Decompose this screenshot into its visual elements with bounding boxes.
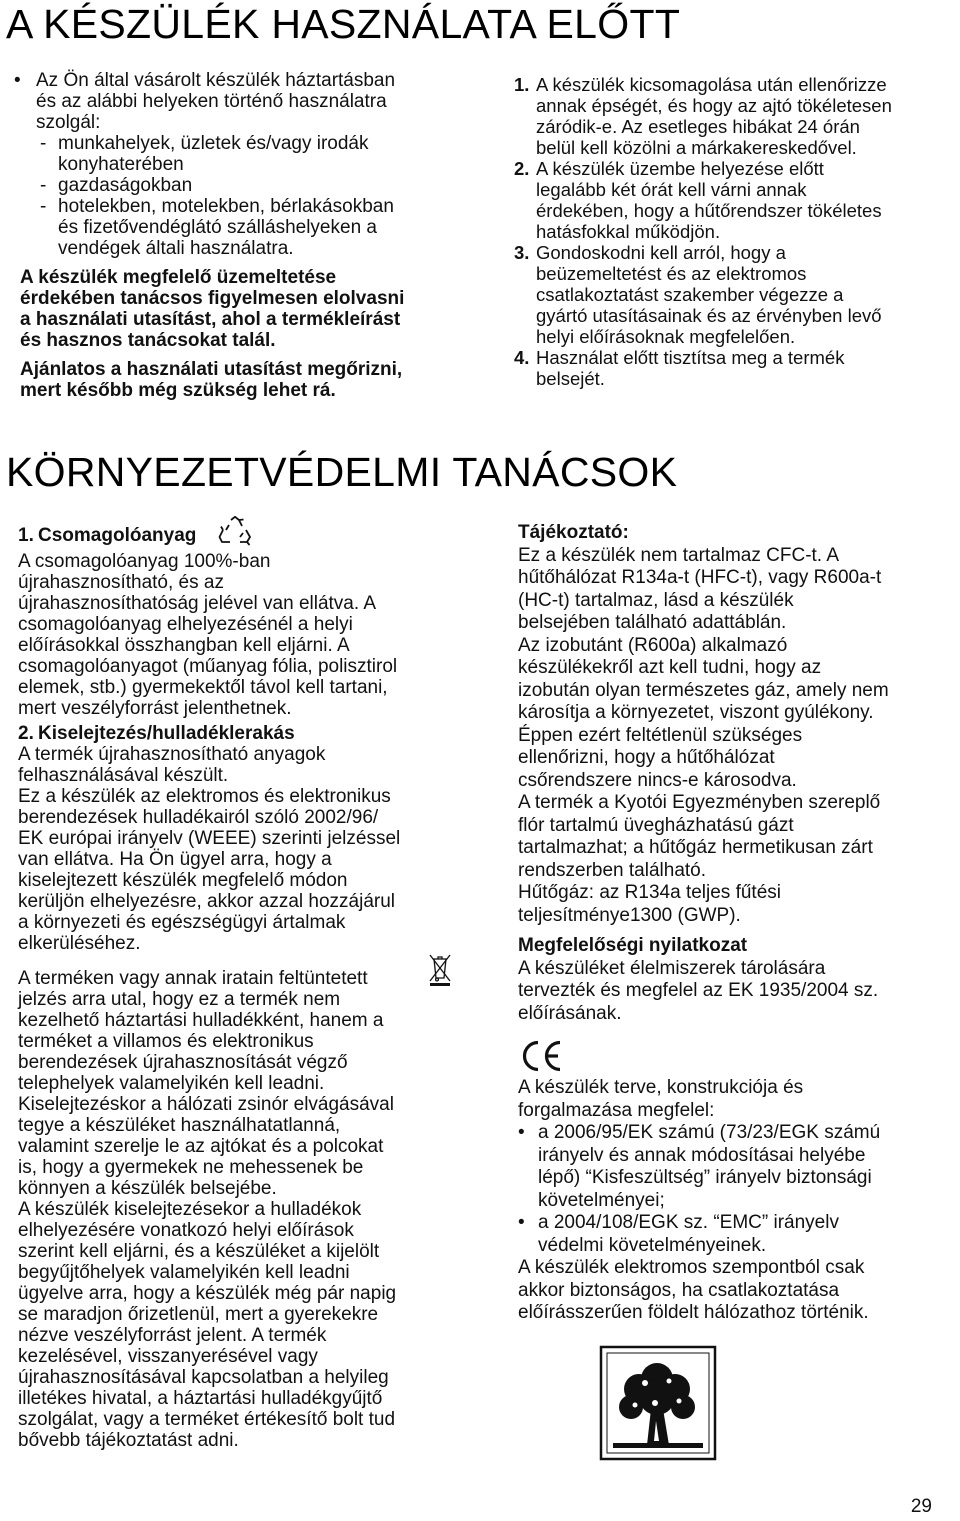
bullet-dot: •	[518, 1212, 525, 1233]
weee-paragraph	[18, 968, 488, 1451]
text-line: akkor biztonságos, ha csatlakoztatása	[518, 1279, 840, 1301]
bullet-dot: •	[518, 1122, 525, 1143]
text-line: A készülék kiselejtezésekor a hulladékok	[18, 1199, 362, 1220]
weee-bin-icon	[428, 952, 452, 991]
text-line: ügyelve arra, hogy a készülék még pár napig	[18, 1283, 397, 1304]
dash-item: - hotelekben, motelekben, bérlakásokban és fizetővendéglátó szálláshelyeken a vendégek általi használatra.	[40, 196, 394, 259]
text-line: izobután olyan természetes gáz, amely nem	[518, 679, 889, 701]
text-line: a 2004/108/EGK sz. “EMC” irányelv	[538, 1212, 839, 1233]
note-line: A készülék megfelelő üzemeltetése	[20, 267, 337, 288]
text-line: berendezések újrahasznosítását végző	[18, 1052, 348, 1073]
conformity-heading: Megfelelőségi nyilatkozat	[518, 935, 748, 956]
step-line: A készülék kicsomagolása után ellenőrizze	[536, 74, 887, 95]
dash-line: és fizetővendéglátó szálláshelyeken a	[58, 217, 377, 238]
text-line: elemek, stb.) gyermekektől távol kell tartani,	[18, 677, 388, 698]
text-line: elkerüléséhez.	[18, 933, 141, 954]
step-item	[514, 158, 954, 242]
text-line: berendezések hulladékairól szóló 2002/96/	[18, 807, 379, 828]
text-line: előírásának.	[518, 1002, 622, 1024]
text-line: A készülék elektromos szempontból csak	[518, 1257, 865, 1278]
intro-keep-note	[14, 359, 484, 401]
recycling-icon	[218, 516, 252, 551]
text-line: kezelésével, visszanyerésével vagy	[18, 1346, 318, 1367]
intro-bullet	[14, 70, 484, 259]
text-line: irányelv és annak módosításai helyébe	[538, 1144, 866, 1166]
text-line: A termék a Kyotói Egyezményben szereplő	[518, 792, 881, 813]
dash-line: vendégek általi használatra.	[58, 238, 294, 259]
text-line: újrahasznosításával kapcsolatban a helyileg	[18, 1367, 389, 1388]
text-line: előírásszerűen földelt hálózathoz történik.	[518, 1302, 869, 1323]
bullet-dot: •	[14, 70, 21, 91]
text-line: van ellátva. Ha Ön ügyel arra, hogy a	[18, 849, 332, 870]
text-line: készülékekről azt kell tudni, hogy az	[518, 657, 822, 678]
step-line: helyi előírásoknak megfelelően.	[536, 326, 796, 347]
text-line: a 2006/95/EK számú (73/23/EGK számú	[538, 1122, 881, 1143]
step-item	[514, 242, 954, 347]
environment-left	[18, 520, 488, 1451]
section-heading: Csomagolóanyag	[38, 525, 197, 546]
tree-logo-icon	[599, 1345, 717, 1466]
note-line: érdekében tanácsos figyelmesen elolvasni	[20, 288, 405, 309]
text-line: könnyen a készülék belsejébe.	[18, 1178, 277, 1199]
text-line: mert veszélyforrást jelenthetnek.	[18, 698, 292, 719]
section-number: 2.	[18, 723, 34, 744]
step-line: annak épségét, és hogy az ajtó tökéletesen	[536, 95, 892, 116]
text-line: Ez a készülék nem tartalmaz CFC-t. A	[518, 544, 839, 566]
text-line: Az izobutánt (R600a) alkalmazó	[518, 634, 788, 656]
dash-line: hotelekben, motelekben, bérlakásokban	[58, 196, 394, 217]
text-line: csőrendszere nincs-e károsodva.	[518, 769, 797, 791]
info-heading: Tájékoztató:	[518, 522, 629, 543]
text-line: rendszerben található.	[518, 859, 707, 881]
text-line: bővebb tájékoztatást adni.	[18, 1430, 239, 1451]
dash-line: konyhaterében	[58, 154, 184, 175]
directive-bullet	[518, 1212, 954, 1257]
text-line: csomagolóanyagot (műanyag fólia, polisztirol	[18, 656, 398, 677]
text-line: teljesítménye1300 (GWP).	[518, 904, 741, 926]
intro-note	[14, 267, 484, 351]
text-line: illetékes hivatal, a háztartási hulladékgyűjtő	[18, 1388, 383, 1409]
step-number: 1.	[514, 74, 530, 95]
step-line: beüzemeltetést és az elektromos	[536, 263, 807, 284]
note-line: mert később még szükség lehet rá.	[20, 380, 336, 401]
text-line: Éppen ezért feltétlenül szükséges	[518, 724, 803, 746]
text-line: valamint szerelje le az ajtókat és a polcokat	[18, 1136, 384, 1157]
text-line: flór tartalmú üvegházhatású gázt	[518, 814, 794, 836]
step-line: Gondoskodni kell arról, hogy a	[536, 242, 786, 263]
text-line: előírásokkal összhangban kell eljárni. A	[18, 635, 350, 656]
text-line: nézve veszélyforrást jelent. A termék	[18, 1325, 327, 1346]
step-line: legalább két órát kell várni annak	[536, 179, 807, 200]
step-number: 4.	[514, 347, 530, 368]
text-line: elhelyezésére vonatkozó helyi előírások	[18, 1220, 354, 1241]
dash-line: gazdaságokban	[58, 175, 193, 196]
step-line: belsejét.	[536, 368, 605, 389]
text-line: lépő) “Kisfeszültség” irányelv biztonsági	[538, 1167, 872, 1188]
step-number: 2.	[514, 158, 530, 179]
step-line: hatásfokkal működjön.	[536, 221, 721, 242]
text-line: forgalmazása megfelel:	[518, 1099, 715, 1121]
text-line: se maradjon őrizetlenül, mert a gyerekekre	[18, 1304, 379, 1325]
page-number: 29	[910, 1496, 932, 1517]
note-line: a használati utasítást, ahol a termékleírást	[20, 309, 401, 330]
text-line: tegye a készüléket használhatatlanná,	[18, 1115, 341, 1136]
text-line: szerint kell eljárni, és a készüléket a kijelölt	[18, 1241, 380, 1262]
text-line: Ez a készülék az elektromos és elektronikus	[18, 786, 391, 807]
note-line: és hasznos tanácsokat talál.	[20, 330, 276, 351]
text-line: követelményei;	[538, 1189, 665, 1211]
text-line: is, hogy a gyermekek ne mehessenek be	[18, 1157, 364, 1178]
text-line: csomagolóanyag elhelyezésénél a helyi	[18, 614, 353, 635]
environment-right	[518, 522, 954, 1325]
text-line: tartalmazhat; a hűtőgáz hermetikusan zárt	[518, 837, 873, 858]
text-line: felhasználásával készült.	[18, 765, 229, 786]
intro-line: és az alábbi helyeken történő használatra	[36, 91, 387, 112]
text-line: újrahasznosíthatóság jelével van ellátva. A	[18, 593, 377, 614]
text-line: A készülék terve, konstrukciója és	[518, 1077, 804, 1098]
step-line: záródik-e. Az esetleges hibákat 24 órán	[536, 116, 860, 137]
text-line: védelmi követelményeinek.	[538, 1234, 767, 1256]
step-line: A készülék üzembe helyezése előtt	[536, 158, 824, 179]
text-line: (HC-t) tartalmaz, lásd a készülék	[518, 589, 794, 611]
step-line: belül kell közölni a márkakereskedővel.	[536, 137, 857, 158]
step-line: érdekében, hogy a hűtőrendszer tökéletes	[536, 200, 882, 221]
section-title: KÖRNYEZETVÉDELMI TANÁCSOK	[6, 449, 678, 495]
dash-item: - gazdaságokban	[40, 175, 193, 196]
text-line: EK európai irányelv (WEEE) szerinti jelzéssel	[18, 828, 401, 849]
text-line: begyűjtőhelyek valamelyikén kell leadni	[18, 1262, 350, 1283]
page-title: A KÉSZÜLÉK HASZNÁLATA ELŐTT	[6, 1, 681, 47]
step-line: csatlakoztatást szakember végezze a	[536, 284, 844, 305]
text-line: ellenőrizni, hogy a hűtőhálózat	[518, 747, 775, 768]
step-line: Használat előtt tisztítsa meg a termék	[536, 347, 845, 368]
packaging-heading	[18, 520, 488, 551]
text-line: A csomagolóanyag 100%-ban	[18, 551, 271, 572]
dash-line: munkahelyek, üzletek és/vagy irodák	[58, 133, 369, 154]
text-line: a környezeti és egészségügyi ártalmak	[18, 912, 346, 933]
text-line: telephelyek valamelyikén kell leadni.	[18, 1073, 325, 1094]
section-number: 1.	[18, 525, 34, 546]
text-line: A készüléket élelmiszerek tárolására	[518, 957, 826, 979]
text-line: terméket a villamos és elektronikus	[18, 1031, 314, 1052]
text-line: belsejében található adattáblán.	[518, 612, 787, 633]
directive-bullet	[518, 1122, 954, 1212]
text-line: újrahasznosítható, és az	[18, 572, 224, 593]
steps-list	[514, 74, 954, 389]
dash-item: - munkahelyek, üzletek és/vagy irodák konyhaterében	[40, 133, 369, 175]
text-line: kerüljön elhelyezésre, akkor azzal hozzájárul	[18, 891, 396, 912]
text-line: jelzés arra utal, hogy ez a termék nem	[18, 989, 341, 1010]
intro-section	[14, 70, 484, 401]
intro-line: szolgál:	[36, 112, 101, 133]
note-line: Ajánlatos a használati utasítást megőrizni,	[20, 359, 403, 380]
step-item	[514, 74, 954, 158]
text-line: kiselejtezett készülék megfelelő módon	[18, 870, 348, 891]
text-line: szolgálat, vagy a terméket értékesítő bolt tud	[18, 1409, 396, 1430]
text-line: Kiselejtezéskor a hálózati zsinór elvágásával	[18, 1094, 394, 1115]
step-line: gyártó utasításainak és az érvényben levő	[536, 305, 882, 326]
text-line: károsítja a környezetet, viszont gyúlékony.	[518, 702, 874, 723]
text-line: tervezték és megfelel az EK 1935/2004 sz.	[518, 980, 879, 1001]
intro-line: Az Ön által vásárolt készülék háztartásban	[36, 70, 396, 91]
disposal-heading	[18, 723, 488, 744]
text-line: A terméken vagy annak iratain feltüntetett	[18, 968, 368, 989]
step-item	[514, 347, 954, 389]
step-number: 3.	[514, 242, 530, 263]
ce-mark-icon	[518, 1039, 954, 1077]
text-line: hűtőhálózat R134a-t (HFC-t), vagy R600a-t	[518, 567, 882, 588]
text-line: A termék újrahasznosítható anyagok	[18, 744, 326, 765]
text-line: kezelhető háztartási hulladékként, hanem a	[18, 1010, 384, 1031]
text-line: Hűtőgáz: az R134a teljes fűtési	[518, 882, 781, 903]
section-heading: Kiselejtezés/hulladéklerakás	[38, 723, 295, 744]
